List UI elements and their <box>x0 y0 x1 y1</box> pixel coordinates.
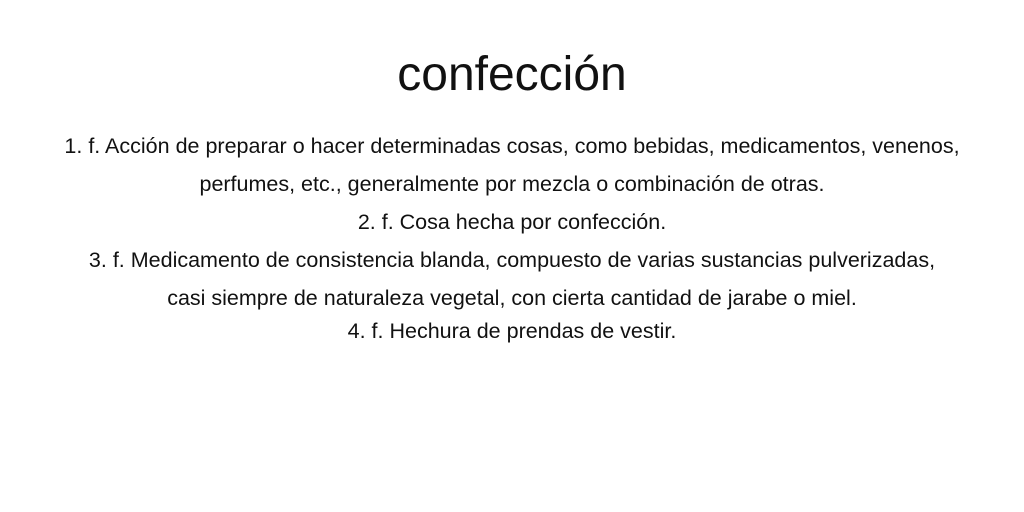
definition-1: 1. f. Acción de preparar o hacer determinadas cosas, como bebidas, medicamentos, venenos, perfumes, etc., generalmente por mezcla o combinación de otras. <box>64 134 960 196</box>
definitions-list <box>32 127 992 350</box>
definition-2: 2. f. Cosa hecha por confección. <box>357 210 667 234</box>
definition-4: 4. f. Hechura de prendas de vestir. <box>347 319 677 343</box>
entry-headword: confección <box>397 48 627 101</box>
definition-3: 3. f. Medicamento de consistencia blanda, compuesto de varias sustancias pulverizadas, casi siempre de naturaleza vegetal, con cierta cantidad de jarabe o miel. <box>88 248 936 310</box>
